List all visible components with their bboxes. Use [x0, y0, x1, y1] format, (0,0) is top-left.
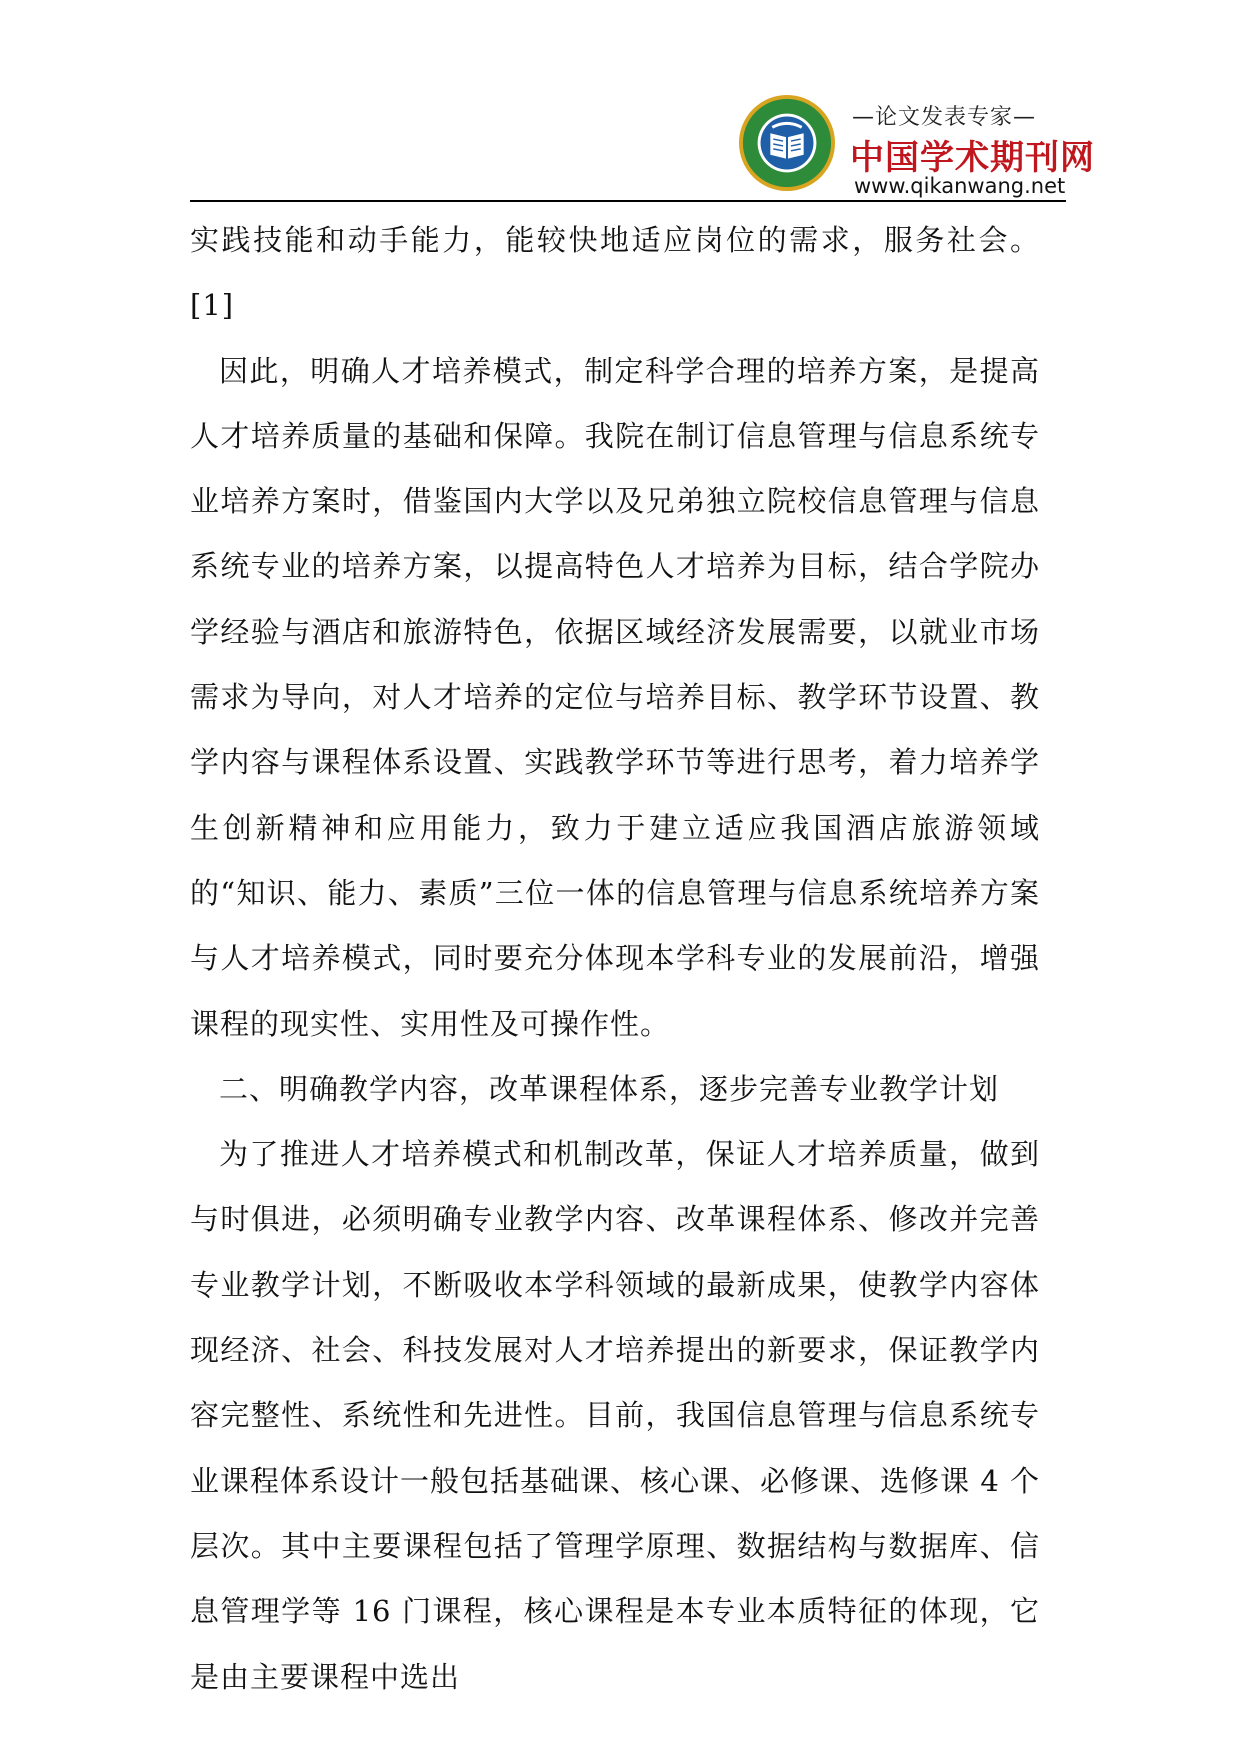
- page-header: [190, 88, 1095, 202]
- logo-url: www.qikanwang.net: [854, 174, 1066, 198]
- document-body: [190, 208, 1040, 1710]
- book-seal-icon: [738, 94, 836, 192]
- paragraph-continued: 实践技能和动手能力，能较快地适应岗位的需求，服务社会。[1]: [190, 223, 1040, 323]
- logo-brand-name: 中国学术期刊网: [850, 138, 1095, 178]
- logo-tagline: —论文发表专家—: [852, 105, 1037, 130]
- paragraph: 因此，明确人才培养模式，制定科学合理的培养方案，是提高人才培养质量的基础和保障。我院在制订信息管理与信息系统专业培养方案时，借鉴国内大学以及兄弟独立院校信息管理与信息系统专业的培养方案，以提高特色人才培养为目标，结合学院办学经验与酒店和旅游特色，依据区域经济发展需要，以就业市场需求为导向，对人才培养的定位与培养目标、教学环节设置、教学内容与课程体系设置、实践教学环节等进行思考，着力培养学生创新精神和应用能力，致力于建立适应我国酒店旅游领域的“知识、能力、素质”三位一体的信息管理与信息系统培养方案与人才培养模式，同时要充分体现本学科专业的发展前沿，增强课程的现实性、实用性及可操作性。: [190, 353, 1040, 1041]
- paragraph: 为了推进人才培养模式和机制改革，保证人才培养质量，做到与时俱进，必须明确专业教学内容、改革课程体系、修改并完善专业教学计划，不断吸收本学科领域的最新成果，使教学内容体现经济、社会、科技发展对人才培养提出的新要求，保证教学内容完整性、系统性和先进性。目前，我国信息管理与信息系统专业课程体系设计一般包括基础课、核心课、必修课、选修课 4 个层次。其中主要课程包括了管理学原理、数据结构与数据库、信息管理学等 16 门课程，核心课程是本专业本质特征的体现，它是由主要课程中选出: [190, 1137, 1040, 1694]
- header-divider: [190, 200, 1066, 202]
- qikanwang-logo: [738, 88, 1095, 200]
- section-heading: 二、明确教学内容，改革课程体系，逐步完善专业教学计划: [219, 1071, 1000, 1106]
